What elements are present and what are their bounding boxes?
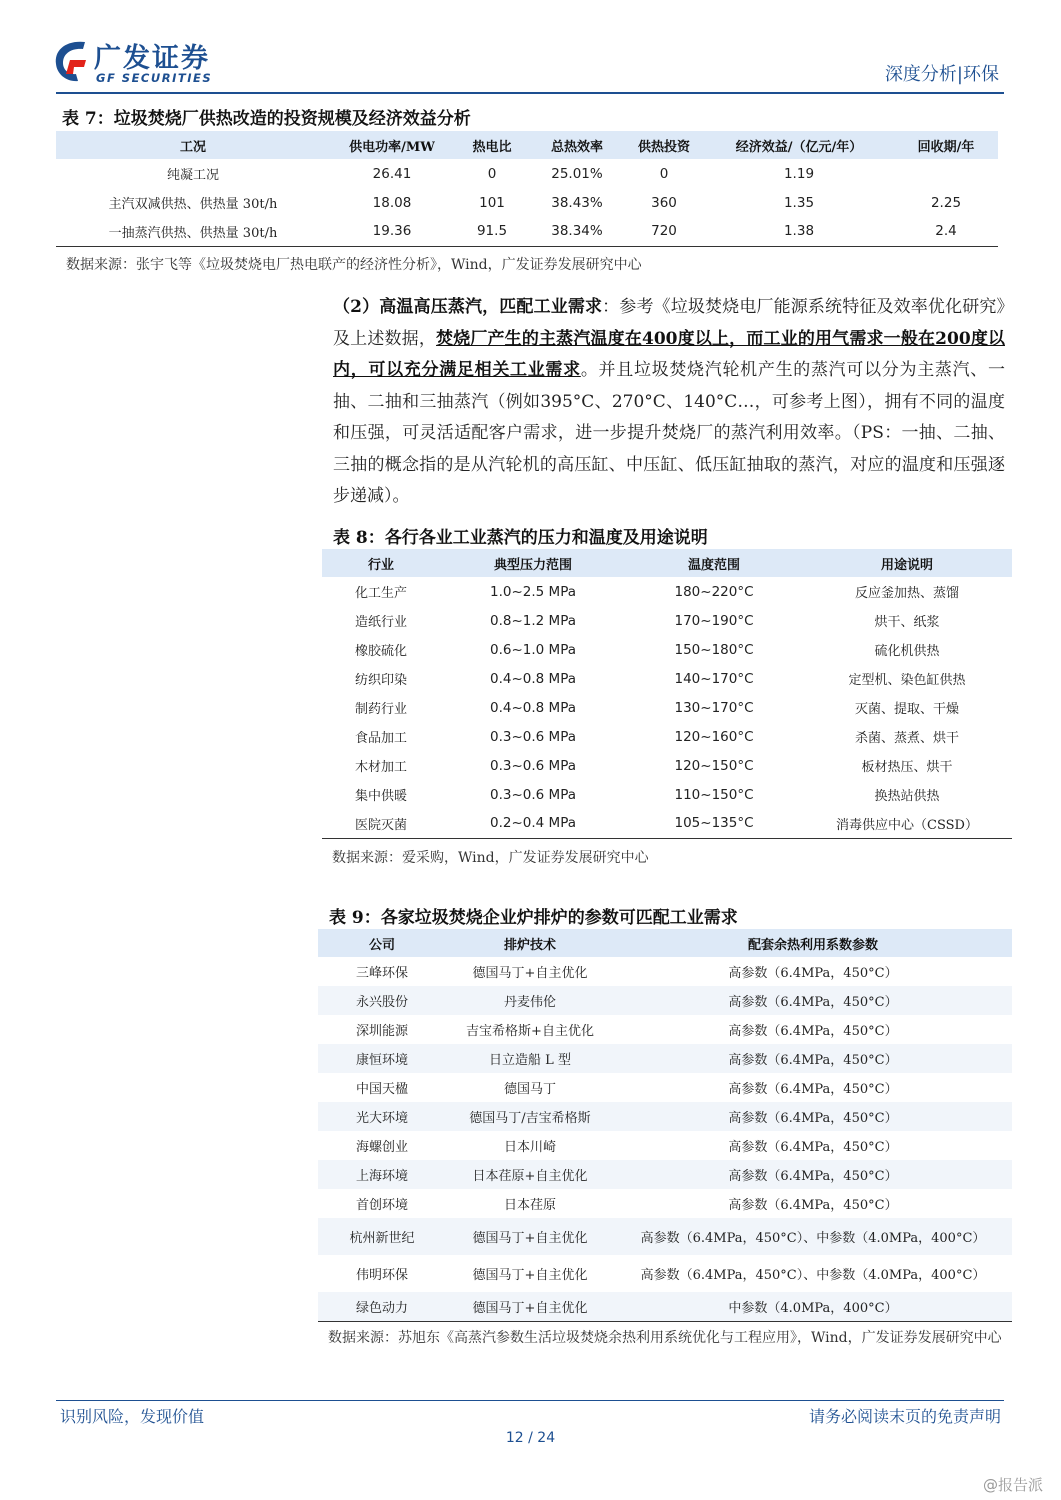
- paragraph-lead: （2）高温高压蒸汽，匹配工业需求: [333, 297, 603, 317]
- table-cell: 0.8~1.2 MPa: [490, 612, 576, 629]
- table-row: [318, 1131, 1012, 1160]
- table-cell: 38.34%: [551, 223, 603, 240]
- table-cell: 高参数（6.4MPa，450°C）: [614, 1102, 1012, 1131]
- footer-divider: [56, 1400, 1004, 1401]
- table-cell: 换热站供热: [874, 789, 940, 804]
- table-cell: 上海环境: [318, 1160, 446, 1189]
- table-cell: 360: [651, 194, 677, 211]
- table8-col-header: 典型压力范围: [440, 549, 626, 577]
- table9-source: 数据来源：苏旭东《高蒸汽参数生活垃圾焚烧余热利用系统优化与工程应用》，Wind，广发证券发展研究中心: [328, 1330, 1002, 1346]
- table-cell: 19.36: [372, 223, 412, 240]
- table-cell: 高参数（6.4MPa，450°C）: [728, 1024, 898, 1039]
- table-cell: 绿色动力: [318, 1292, 446, 1321]
- table-cell: 高参数（6.4MPa，450°C）: [728, 1140, 898, 1155]
- table-cell: 纯凝工况: [166, 168, 219, 183]
- table7-title: 表 7：垃圾焚烧厂供热改造的投资规模及经济效益分析: [62, 109, 471, 129]
- table-row: [318, 1160, 1012, 1189]
- table-cell: 康恒环境: [318, 1044, 446, 1073]
- table-cell: 120~150°C: [674, 757, 754, 774]
- table8-col-header: 用途说明: [802, 549, 1012, 577]
- table-cell: 0.4~0.8 MPa: [490, 699, 576, 716]
- table8: [322, 549, 1012, 839]
- table-cell: 德国马丁+自主优化: [472, 966, 588, 981]
- table-row: [318, 986, 1012, 1015]
- table-cell: 深圳能源: [355, 1024, 408, 1039]
- table-cell: 化工生产: [354, 586, 407, 601]
- table-cell: 105~135°C: [674, 815, 754, 832]
- table-cell: 光大环境: [318, 1102, 446, 1131]
- table-cell: 1.38: [783, 223, 815, 240]
- table-cell: 杀菌、蒸煮、烘干: [854, 731, 959, 746]
- table-cell: 高参数（6.4MPa，450°C）: [614, 1044, 1012, 1073]
- table-cell: 一抽蒸汽供热、供热量 30t/h: [108, 225, 278, 241]
- watermark: @报告派: [982, 1476, 1043, 1494]
- body-paragraph: [333, 292, 1005, 513]
- table-cell: 日本荏原+自主优化: [446, 1160, 614, 1189]
- table9-col-header: 公司: [318, 929, 446, 957]
- table-cell: 制药行业: [354, 702, 407, 717]
- table-row: [318, 1292, 1012, 1321]
- table7: [56, 131, 998, 247]
- table-cell: 高参数（6.4MPa，450°C）、中参数（4.0MPa，400°C）: [614, 1218, 1012, 1255]
- table9-col-header: 配套余热利用系数参数: [614, 929, 1012, 957]
- table-cell: 高参数（6.4MPa，450°C）: [614, 1160, 1012, 1189]
- table-cell: 2.4: [935, 223, 957, 240]
- table-row: [322, 635, 1012, 664]
- table-row: [318, 1218, 1012, 1255]
- table-cell: 杭州新世纪: [318, 1218, 446, 1255]
- table-cell: 130~170°C: [674, 699, 754, 716]
- table-cell: 德国马丁+自主优化: [446, 1292, 614, 1321]
- table-cell: 伟明环保: [355, 1268, 408, 1283]
- gf-logo-icon: [52, 38, 90, 84]
- table-row: [56, 188, 998, 217]
- table-cell: 170~190°C: [674, 612, 754, 629]
- paragraph-text: 。并且垃圾焚烧汽轮机产生的蒸汽可以分为主蒸汽、一抽、二抽和三抽蒸汽（例如395°C、270°C、140°C…，可参考上图），拥有不同的温度和压强，可灵活适配客户需求，进一步提升焚烧厂的蒸汽利用效率。（PS：一抽、二抽、三抽的概念指的是从汽轮机的高压缸、中压缸、低压缸抽取的蒸汽，对应的温度和压强逐步递减）。: [333, 360, 1006, 506]
- table7-source: 数据来源：张宇飞等《垃圾焚烧电厂热电联产的经济性分析》，Wind，广发证券发展研究中心: [66, 257, 642, 273]
- table-cell: 橡胶硫化: [354, 644, 407, 659]
- table7-col-header: 回收期/年: [894, 131, 998, 159]
- table-cell: 0.3~0.6 MPa: [490, 728, 576, 745]
- table-cell: 0.4~0.8 MPa: [490, 670, 576, 687]
- table-cell: 集中供暖: [354, 789, 407, 804]
- table8-source: 数据来源：爱采购，Wind，广发证券发展研究中心: [332, 850, 649, 866]
- table-cell: 永兴股份: [318, 986, 446, 1015]
- table8-col-header: 行业: [322, 549, 440, 577]
- table-cell: 0.3~0.6 MPa: [490, 786, 576, 803]
- table-row: [318, 1073, 1012, 1102]
- table-row: [322, 664, 1012, 693]
- table9-title: 表 9：各家垃圾焚烧企业炉排炉的参数可匹配工业需求: [329, 908, 738, 928]
- table-cell: 120~160°C: [674, 728, 754, 745]
- table-cell: [894, 159, 998, 188]
- table-cell: 1.19: [783, 165, 815, 182]
- table-row: [318, 1189, 1012, 1218]
- table-cell: 高参数（6.4MPa，450°C）、中参数（4.0MPa，400°C）: [640, 1268, 986, 1283]
- table8-title: 表 8：各行各业工业蒸汽的压力和温度及用途说明: [333, 528, 708, 548]
- table-row: [56, 217, 998, 246]
- table-cell: 0.3~0.6 MPa: [490, 757, 576, 774]
- table7-col-header: 热电比: [454, 131, 530, 159]
- table-cell: 食品加工: [354, 731, 407, 746]
- table-row: [322, 693, 1012, 722]
- footer-slogan: 识别风险，发现价值: [60, 1407, 205, 1426]
- table-cell: 110~150°C: [674, 786, 754, 803]
- table-row: [322, 809, 1012, 838]
- table-cell: 高参数（6.4MPa，450°C）: [728, 1082, 898, 1097]
- table-cell: 91.5: [476, 223, 508, 240]
- table-cell: 纺织印染: [354, 673, 407, 688]
- table-cell: 吉宝希格斯+自主优化: [466, 1024, 594, 1039]
- table-cell: 26.41: [372, 165, 412, 182]
- table-row: [318, 1255, 1012, 1292]
- table-cell: 0: [487, 165, 497, 182]
- table-row: [318, 957, 1012, 986]
- table-row: [322, 606, 1012, 635]
- table-cell: 德国马丁+自主优化: [446, 1218, 614, 1255]
- table-cell: 日本川崎: [503, 1140, 556, 1155]
- table-cell: 高参数（6.4MPa，450°C）: [728, 1198, 898, 1213]
- table-cell: 反应釜加热、蒸馏: [854, 586, 959, 601]
- table7-col-header: 供电功率/MW: [330, 131, 454, 159]
- table-cell: 140~170°C: [674, 670, 754, 687]
- table-cell: 1.35: [783, 194, 815, 211]
- table-row: [322, 577, 1012, 606]
- table7-col-header: 经济效益/（亿元/年）: [704, 131, 894, 159]
- table-cell: 1.0~2.5 MPa: [490, 583, 576, 600]
- table-cell: 三峰环保: [355, 966, 408, 981]
- table-row: [322, 751, 1012, 780]
- table-cell: 定型机、染色缸供热: [848, 673, 966, 688]
- table-cell: 消毒供应中心（CSSD）: [836, 817, 978, 833]
- table-row: [322, 780, 1012, 809]
- table-cell: 德国马丁/吉宝希格斯: [446, 1102, 614, 1131]
- table-cell: 150~180°C: [674, 641, 754, 658]
- table8-header-row: [322, 549, 1012, 577]
- table-cell: 中参数（4.0MPa，400°C）: [614, 1292, 1012, 1321]
- table-row: [56, 159, 998, 188]
- table-cell: 灭菌、提取、干燥: [854, 702, 959, 717]
- table-cell: 38.43%: [551, 194, 603, 211]
- table7-col-header: 工况: [56, 131, 330, 159]
- table-cell: 日立造船 L 型: [446, 1044, 614, 1073]
- table9: [318, 929, 1012, 1322]
- table-cell: 25.01%: [551, 165, 603, 182]
- table-cell: 德国马丁: [503, 1082, 556, 1097]
- table-cell: 高参数（6.4MPa，450°C）: [728, 966, 898, 981]
- table-cell: 高参数（6.4MPa，450°C）: [614, 986, 1012, 1015]
- table-cell: 德国马丁+自主优化: [472, 1268, 588, 1283]
- table-cell: 木材加工: [354, 760, 407, 775]
- document-category: 深度分析|环保: [884, 64, 999, 85]
- logo-text-cn: 广发证券: [94, 43, 210, 74]
- table-row: [318, 1102, 1012, 1131]
- table-cell: 丹麦伟伦: [446, 986, 614, 1015]
- table7-col-header: 总热效率: [530, 131, 624, 159]
- table-cell: 烘干、纸浆: [874, 615, 940, 630]
- table-cell: 18.08: [372, 194, 412, 211]
- table-cell: 板材热压、烘干: [861, 760, 953, 775]
- table-cell: 180~220°C: [674, 583, 754, 600]
- table-cell: 2.25: [930, 194, 962, 211]
- table8-col-header: 温度范围: [626, 549, 802, 577]
- table-cell: 日本荏原: [503, 1198, 556, 1213]
- table-cell: 造纸行业: [354, 615, 407, 630]
- table-cell: 0.6~1.0 MPa: [490, 641, 576, 658]
- footer-disclaimer-note: 请务必阅读末页的免责声明: [808, 1407, 1001, 1426]
- table7-header-row: [56, 131, 998, 159]
- table-row: [318, 1044, 1012, 1073]
- table-cell: 720: [651, 223, 677, 240]
- table9-header-row: [318, 929, 1012, 957]
- table-cell: 主汽双减供热、供热量 30t/h: [108, 197, 278, 212]
- page-number: 12 / 24: [505, 1430, 556, 1446]
- table9-col-header: 排炉技术: [446, 929, 614, 957]
- paragraph-text: ：参考《垃圾焚烧电厂能源系统特征及效率优化研究》及上述数据，: [333, 297, 1006, 349]
- table-cell: 0: [659, 165, 669, 182]
- header-divider: [56, 92, 1004, 94]
- table7-col-header: 供热投资: [624, 131, 704, 159]
- page-header: [0, 0, 1061, 95]
- table-row: [322, 722, 1012, 751]
- table-cell: 0.2~0.4 MPa: [490, 815, 576, 832]
- table-cell: 医院灭菌: [354, 817, 407, 833]
- logo-text-en: GF SECURITIES: [96, 71, 213, 85]
- table-row: [318, 1015, 1012, 1044]
- table-cell: 首创环境: [355, 1198, 408, 1213]
- table-cell: 硫化机供热: [874, 644, 940, 659]
- paragraph-emphasis: 焚烧厂产生的主蒸汽温度在400度以上，而工业的用气需求一般在200度以内，可以充分满足相关工业需求: [333, 328, 1005, 380]
- table-cell: 101: [479, 194, 505, 211]
- table-cell: 中国天楹: [355, 1082, 408, 1097]
- table-cell: 海螺创业: [355, 1140, 408, 1155]
